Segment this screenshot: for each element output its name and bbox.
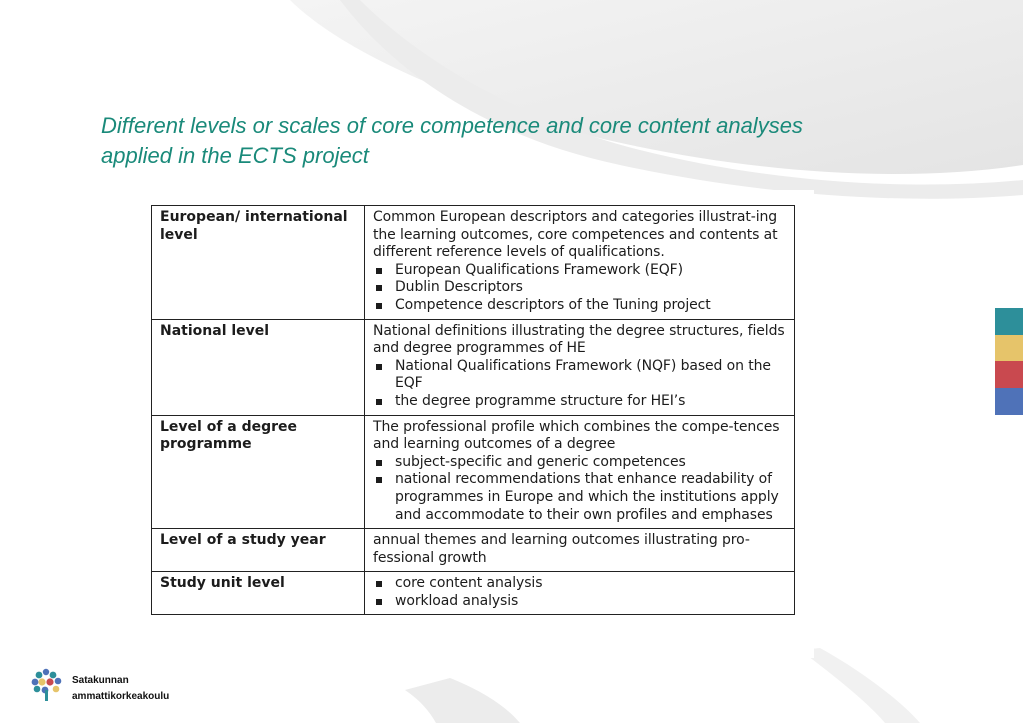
list-item-text: National Qualifications Framework (NQF) based on the EQF [395,357,771,392]
institution-name-line-1: Satakunnan [72,675,129,686]
list-item-text: Competence descriptors of the Tuning project [395,296,711,313]
level-cell: Level of a study year [152,529,365,572]
levels-table [151,205,795,615]
list-item-text: Dublin Descriptors [395,279,523,296]
square-bullet-icon [376,268,382,274]
table-row [152,415,795,529]
institution-name [72,673,169,705]
list-item [373,593,786,611]
list-item [373,454,786,472]
description-intro: The professional profile which combines the compe-tences and learning outcomes of a degree [373,418,780,453]
table-row [152,206,795,320]
bullet-list [373,358,786,411]
list-item [373,297,786,315]
table-row [152,529,795,572]
list-item [373,358,786,393]
square-bullet-icon [376,460,382,466]
bullet-list [373,262,786,315]
list-item-text: European Qualifications Framework (EQF) [395,261,683,278]
list-item [373,279,786,297]
color-bar-blue [995,388,1023,415]
tree-logo-icon [31,668,69,702]
square-bullet-icon [376,599,382,605]
table-row [152,319,795,415]
slide-title [101,111,921,171]
institution-logo [31,668,231,708]
color-bar-teal [995,308,1023,335]
level-cell: Study unit level [152,572,365,615]
bullet-list [373,575,786,610]
square-bullet-icon [376,477,382,483]
level-cell: National level [152,319,365,415]
list-item [373,575,786,593]
description-cell [365,529,795,572]
description-intro: National definitions illustrating the degree structures, fields and degree programmes of HE [373,322,785,357]
list-item [373,393,786,411]
description-cell [365,572,795,615]
description-cell [365,206,795,320]
description-intro: annual themes and learning outcomes illustrating pro-fessional growth [373,532,750,566]
list-item-text: core content analysis [395,575,543,592]
bullet-list [373,454,786,524]
square-bullet-icon [376,581,382,587]
list-item-text: national recommendations that enhance readability of programmes in Europe and which the institutions apply and accommodate to their own profiles and emphases [395,471,779,523]
table-row [152,572,795,615]
color-bar-red [995,361,1023,388]
square-bullet-icon [376,399,382,405]
list-item-text: subject-specific and generic competences [395,453,686,470]
level-cell: European/ international level [152,206,365,320]
list-item-text: workload analysis [395,592,519,609]
square-bullet-icon [376,364,382,370]
title-line-1: Different levels or scales of core competence and core content analyses [101,113,803,138]
description-cell [365,415,795,529]
color-bar-yellow [995,335,1023,361]
square-bullet-icon [376,303,382,309]
list-item-text: the degree programme structure for HEI’s [395,392,686,409]
institution-name-line-2: ammattikorkeakoulu [72,691,170,702]
title-line-2: applied in the ECTS project [101,143,369,168]
list-item [373,262,786,280]
description-intro: Common European descriptors and categories illustrat-ing the learning outcomes, core competences and contents at different reference levels of qualifications. [373,209,778,261]
square-bullet-icon [376,285,382,291]
description-cell [365,319,795,415]
level-cell: Level of a degree programme [152,415,365,529]
list-item [373,471,786,524]
